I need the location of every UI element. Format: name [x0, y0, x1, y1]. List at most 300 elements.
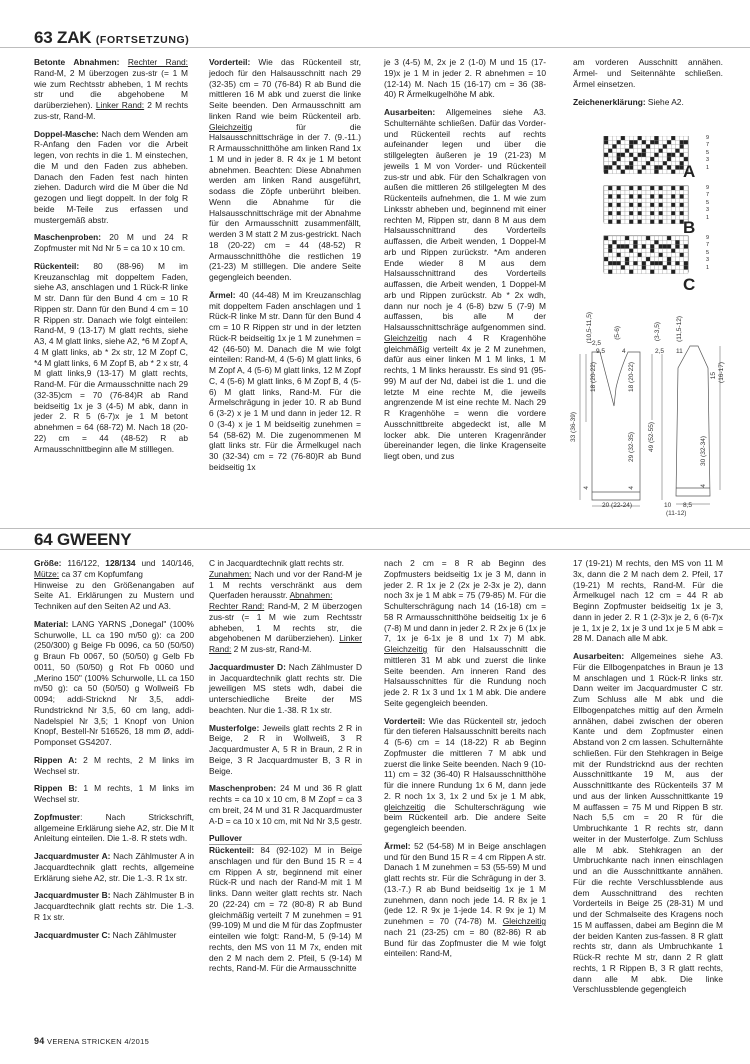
- linker-rand-label: Linker Rand:: [95, 100, 145, 110]
- chart-cell: [617, 194, 621, 198]
- jacD-title: Jacquardmuster D:: [209, 661, 286, 672]
- chart-cell: [671, 261, 675, 265]
- aermel-title: Ärmel:: [209, 289, 236, 300]
- chart-cell: [642, 136, 646, 140]
- chart-cell: [675, 240, 679, 244]
- chart-cell: [684, 186, 688, 190]
- rueckenteil-text: 80 (88-96) M im Kreuzanschlag mit doppeltem Faden, siehe A3, anschlagen und 1 Rück-R linke M str. Dann für den Bund 4 cm = 10 R Rippen str. Dann für den Bund 4 cm = 10 R Rippen str. Danach wie folgt einteilen: Rand-M, 9 (13-17) M glatt rechts, siehe A3, 4 M glatt links, siehe A2, *6 M Zopf A, 4 M glatt links, ab * 2x str, 12 M Zopf C, *4 M glatt links, 6 M Zopf B, ab * 2 x str, 4 M glatt links,9 (13-17) M glatt rechts, Rand-M. Für die Armausschnitte nach 29 (32-35)cm = 70 (76-84)R ab Rand beidseitig 1x je 3 (4-5) M abk, dann in jeder 2. R 5 (6-7)x je 1 M betont abnehmen = 64 (68-72) M. Nach 18 (20-22) cm = 44 (48-52) R ab Armausschnittbeginn alle M stilllegen.: [34, 260, 188, 454]
- vorderteil-title: Vorderteil:: [209, 57, 251, 67]
- chart-cell: [621, 257, 625, 261]
- chart-cell: [650, 186, 654, 190]
- chart-cell: [684, 153, 688, 157]
- hinweise: Hinweise zu den Größenangaben auf Seite A1. Erklärungen zu Mustern und Techniken auf den Seiten A2 und A3.: [34, 579, 194, 611]
- section-subtitle: (FORTSETZUNG): [95, 34, 190, 46]
- chart-cell: [663, 240, 667, 244]
- chart-cell: [654, 199, 658, 203]
- chart-cell: [667, 157, 671, 161]
- chart-cell: [625, 161, 629, 165]
- chart-cell: [621, 165, 625, 169]
- jacA-title: Jacquardmuster A:: [34, 851, 111, 861]
- section1-col1: [34, 57, 188, 461]
- chart-cell: [684, 140, 688, 144]
- chart-cell: [654, 144, 658, 148]
- chart-cell: [675, 257, 679, 261]
- chart-cell: [638, 261, 642, 265]
- chart-cell: [617, 153, 621, 157]
- chart-cell: [667, 236, 671, 240]
- aermel-title: Ärmel:: [384, 840, 411, 851]
- aermel-text: 52 (54-58) M in Beige anschlagen und für den Bund 15 R = 4 cm Rippen A str. Danach 1 M zunehmen = 53 (55-59) M und glatt rechts str. Für die Schrägung in der 3. (13.-7.) R ab Bund beidseitig 1x je 1 M zunehmen, dann noch jede 14. R 8x je 1 (jede 12. R 9x je 1-jede 14. R 9x je 1) M zunehmen = 70 (74-78) M.: [384, 840, 546, 926]
- chart-cell: [650, 144, 654, 148]
- chart-cell: [684, 253, 688, 257]
- chart-cell: [646, 190, 650, 194]
- maschen-text: 20 M und 24 R Zopfmuster mit Nd Nr 5 = ca 10 x 10 cm.: [34, 232, 188, 253]
- chart-cell: [633, 165, 637, 169]
- chart-cell: [659, 136, 663, 140]
- chart-cell: [650, 236, 654, 240]
- chart-cell: [617, 144, 621, 148]
- chart-cell: [604, 236, 608, 240]
- chart-cell: [663, 253, 667, 257]
- chart-cell: [654, 249, 658, 253]
- chart-cell: [675, 249, 679, 253]
- chart-cell: [684, 261, 688, 265]
- chart-cell: [617, 140, 621, 144]
- rueckenteil-title: Rückenteil:: [209, 845, 255, 855]
- chart-cell: [675, 194, 679, 198]
- chart-cell: [650, 153, 654, 157]
- chart-cell: [654, 203, 658, 207]
- chart-cell: [608, 244, 612, 248]
- chart-cell: [608, 161, 612, 165]
- chart-cell: [671, 153, 675, 157]
- chart-cell: [629, 203, 633, 207]
- chart-cell: [654, 240, 658, 244]
- chart-cell: [671, 186, 675, 190]
- chart-cell: [659, 215, 663, 219]
- chart-cell: [663, 244, 667, 248]
- chart-cell: [621, 157, 625, 161]
- chart-cell: [675, 244, 679, 248]
- chart-cell: [617, 211, 621, 215]
- chart-cell: [671, 136, 675, 140]
- chart-cell: [667, 253, 671, 257]
- chart-cell: [650, 170, 654, 174]
- chart-cell: [638, 249, 642, 253]
- chart-cell: [650, 265, 654, 269]
- chart-cell: [675, 261, 679, 265]
- chart-cell: [612, 199, 616, 203]
- dim-label: 20 (22-24): [602, 502, 632, 509]
- chart-cell: [612, 261, 616, 265]
- zopf-text: : Nach Strickschrift, allgemeine Erklärung siehe A2, str. Die M lt Anleitung einteilen. Die 1.-8. R stets wdh.: [34, 811, 194, 844]
- chart-cell: [638, 236, 642, 240]
- chart-cell: [617, 203, 621, 207]
- chart-cell: [629, 170, 633, 174]
- page-footer: [34, 1036, 149, 1046]
- chart-cell: [608, 190, 612, 194]
- chart-cell: [671, 144, 675, 148]
- chart-cell: [612, 215, 616, 219]
- col4-text1: am vorderen Ausschnitt annähen. Ärmel- und Seitennähte schließen. Ärmel einsetzen.: [573, 57, 723, 89]
- ausarbeiten-title: Ausarbeiten:: [384, 107, 436, 117]
- chart-cell: [629, 165, 633, 169]
- vorderteil-text2: die Schulterschrägung wie beim Rückenteil arb. Die andere Seite gegengleich beenden.: [384, 801, 546, 833]
- chart-cell: [612, 240, 616, 244]
- chart-cell: [621, 211, 625, 215]
- chart-cell: [625, 207, 629, 211]
- chart-cell: [612, 194, 616, 198]
- musterfolge-title: Musterfolge:: [209, 722, 260, 733]
- chart-cell: [684, 203, 688, 207]
- chart-cell: [633, 207, 637, 211]
- dim-label: 9,5: [596, 348, 606, 355]
- chart-cell: [654, 194, 658, 198]
- chart-cell: [659, 270, 663, 274]
- chart-cell: [675, 186, 679, 190]
- chart-cell: [621, 253, 625, 257]
- chart-cell: [680, 265, 684, 269]
- chart-cell: [659, 261, 663, 265]
- chart-cell: [646, 149, 650, 153]
- groesse-text2: und 140/146,: [135, 558, 194, 568]
- chart-cell: [684, 211, 688, 215]
- chart-cell: [650, 244, 654, 248]
- chart-cell: [642, 261, 646, 265]
- chart-cell: [684, 149, 688, 153]
- chart-cell: [680, 244, 684, 248]
- rueckenteil-title: Rückenteil:: [34, 260, 80, 271]
- chart-cell: [671, 220, 675, 224]
- chart-cell: [621, 194, 625, 198]
- jacB-text: Nach Zählmuster B in Jacquardtechnik glatt rechts str. Die 1.-3. R 1x str.: [34, 890, 195, 922]
- muetze-label: Mütze:: [34, 568, 60, 579]
- chart-cell: [642, 161, 646, 165]
- chart-cell: [663, 270, 667, 274]
- chart-cell: [621, 207, 625, 211]
- chart-cell: [667, 265, 671, 269]
- chart-cell: [680, 203, 684, 207]
- chart-cell: [654, 190, 658, 194]
- chart-cell: [625, 265, 629, 269]
- page-number: 94: [34, 1036, 45, 1046]
- chart-cell: [629, 207, 633, 211]
- chart-cell: [612, 149, 616, 153]
- chart-cell: [650, 211, 654, 215]
- dim-label: 49 (52-55): [648, 422, 655, 452]
- dim-label: 8,5: [683, 502, 693, 509]
- chart-cell: [650, 194, 654, 198]
- chart-cell: [604, 157, 608, 161]
- chart-cell: [646, 249, 650, 253]
- chart-cell: [654, 140, 658, 144]
- chart-cell: [675, 165, 679, 169]
- chart-cell: [650, 220, 654, 224]
- chart-cell: [680, 207, 684, 211]
- chart-cell: [667, 261, 671, 265]
- chart-cell: [663, 140, 667, 144]
- chart-cell: [617, 261, 621, 265]
- chart-cell: [675, 199, 679, 203]
- chart-cell: [638, 140, 642, 144]
- chart-cell: [625, 240, 629, 244]
- zunahmen-text: Nach und vor der Rand-M je 1 M rechts verschränkt aus dem Querfaden herausstr.: [209, 568, 362, 601]
- chart-cell: [654, 170, 658, 174]
- chart-cell: [675, 215, 679, 219]
- chart-cell: [671, 249, 675, 253]
- chart-cell: [633, 270, 637, 274]
- chart-cell: [625, 144, 629, 148]
- chart-cell: [638, 257, 642, 261]
- chart-cell: [638, 240, 642, 244]
- dim-label: 33 (36-39): [570, 412, 577, 442]
- chart-b-grid: [604, 186, 688, 224]
- chart-cell: [642, 186, 646, 190]
- chart-cell: [608, 257, 612, 261]
- chart-cell: [638, 203, 642, 207]
- abnahmen-text: Rand-M, 2 M überzogen zus-str (= 1 M wie zum Rechtsstr abheben, 1 M rechts str, die abgehobenen M darüberziehen).: [209, 601, 363, 644]
- chart-cell: [667, 257, 671, 261]
- chart-cell: [680, 257, 684, 261]
- maschen-title: Maschenproben:: [209, 783, 277, 794]
- chart-cell: [680, 190, 684, 194]
- chart-cell: [680, 211, 684, 215]
- chart-cell: [621, 240, 625, 244]
- section2-col4: [573, 558, 723, 1002]
- chart-cell: [604, 207, 608, 211]
- chart-cell: [684, 136, 688, 140]
- chart-cell: [650, 199, 654, 203]
- chart-cell: [646, 207, 650, 211]
- chart-cell: [680, 199, 684, 203]
- chart-cell: [642, 144, 646, 148]
- chart-cell: [642, 165, 646, 169]
- section-header-63: [0, 28, 750, 48]
- chart-cell: [604, 149, 608, 153]
- chart-cell: [625, 244, 629, 248]
- chart-cell: [625, 165, 629, 169]
- chart-cell: [675, 140, 679, 144]
- chart-cell: [617, 220, 621, 224]
- abnahmen-text2: 2 M zus-str, Rand-M.: [231, 644, 312, 654]
- chart-cell: [633, 194, 637, 198]
- chart-cell: [621, 153, 625, 157]
- chart-cell: [629, 257, 633, 261]
- chart-cell: [654, 265, 658, 269]
- chart-cell: [671, 236, 675, 240]
- chart-cell: [663, 203, 667, 207]
- chart-cell: [650, 149, 654, 153]
- chart-cell: [659, 194, 663, 198]
- chart-cell: [684, 144, 688, 148]
- chart-cell: [608, 136, 612, 140]
- chart-cell: [650, 257, 654, 261]
- rippenA-text: 2 M rechts, 2 M links im Wechsel str.: [34, 754, 195, 776]
- chart-cell: [659, 190, 663, 194]
- chart-label-b: B: [683, 218, 696, 237]
- chart-cell: [604, 186, 608, 190]
- chart-cell: [650, 136, 654, 140]
- chart-cell: [671, 265, 675, 269]
- chart-cell: [604, 211, 608, 215]
- dim-label: 30 (32-34): [700, 436, 707, 466]
- chart-cell: [667, 207, 671, 211]
- jacD-text: Nach Zählmuster D in Jacquardtechnik glatt rechts str. Die jeweiligen MS stets wdh, dabei die unterschiedliche Breite der MS beachten. Nur die 1.-38. R 1x str.: [209, 661, 363, 715]
- chart-cell: [629, 161, 633, 165]
- rechter-rand-label: Rechter Rand:: [127, 57, 188, 67]
- chart-cell: [667, 190, 671, 194]
- chart-cell: [612, 136, 616, 140]
- chart-cell: [612, 190, 616, 194]
- chart-cell: [608, 170, 612, 174]
- chart-cell: [650, 161, 654, 165]
- dim-label: (16-17): [718, 362, 725, 383]
- chart-cell: [629, 261, 633, 265]
- chart-cell: [633, 199, 637, 203]
- jacB-title: Jacquardmuster B:: [34, 890, 111, 901]
- chart-cell: [612, 220, 616, 224]
- chart-cell: [621, 249, 625, 253]
- chart-cell: [608, 199, 612, 203]
- chart-cell: [604, 136, 608, 140]
- chart-cell: [621, 199, 625, 203]
- chart-cell: [625, 249, 629, 253]
- gleichzeitig-label: gleichzeitig: [384, 801, 426, 812]
- zopf-title: Zopfmuster: [34, 811, 81, 822]
- chart-cell: [612, 257, 616, 261]
- chart-cell: [663, 215, 667, 219]
- chart-cell: [638, 153, 642, 157]
- section2-col1: [34, 558, 194, 947]
- section-title: 63 ZAK: [34, 28, 92, 47]
- chart-cell: [633, 236, 637, 240]
- chart-cell: [671, 165, 675, 169]
- chart-cell: [625, 149, 629, 153]
- chart-cell: [625, 257, 629, 261]
- chart-b-row-numbers: 9 7 5 3 1: [706, 185, 710, 221]
- chart-cell: [633, 257, 637, 261]
- chart-cell: [638, 186, 642, 190]
- doppel-text: Nach dem Wenden am R-Anfang den Faden vor die Arbeit legen, von rechts in die 1. M einstechen, die M und den Faden zus abheben. Danach den Faden fest nach hinten ziehen. Dadurch wird die M über die Nd gezogen und liegt doppelt. In der folg R beide M-Teile zus erfassen und mustergemäß abstr.: [34, 128, 188, 225]
- chart-cell: [608, 153, 612, 157]
- chart-cell: [604, 257, 608, 261]
- chart-cell: [633, 261, 637, 265]
- section1-col3: [384, 57, 546, 469]
- chart-cell: [680, 157, 684, 161]
- rippenA-title: Rippen A:: [34, 754, 78, 765]
- chart-cell: [604, 194, 608, 198]
- chart-cell: [680, 144, 684, 148]
- chart-cell: [608, 249, 612, 253]
- chart-cell: [671, 270, 675, 274]
- chart-cell: [642, 220, 646, 224]
- chart-cell: [659, 257, 663, 261]
- chart-cell: [680, 153, 684, 157]
- chart-cell: [654, 236, 658, 240]
- chart-cell: [629, 220, 633, 224]
- chart-cell: [663, 190, 667, 194]
- chart-cell: [671, 257, 675, 261]
- dim-label: 4: [628, 486, 635, 490]
- chart-cell: [629, 199, 633, 203]
- chart-cell: [650, 190, 654, 194]
- gleichzeitig-label: Gleichzeitig: [384, 332, 428, 343]
- chart-cell: [617, 257, 621, 261]
- section-title: 64 GWEENY: [34, 530, 132, 549]
- chart-cell: [638, 136, 642, 140]
- chart-cell: [625, 170, 629, 174]
- col3-text2: für den Halsausschnitt die mittleren 31 M abk und zuerst die linke Seite beenden. Am inneren Rand des Halsausschnittes für die Rundung noch jede 2. R 1x 3 und 1x 1 M abk. Die andere Seite gegengleich beenden.: [384, 644, 546, 708]
- chart-cell: [654, 253, 658, 257]
- col3-text1: nach 2 cm = 8 R ab Beginn des Zopfmusters beidseitig 1x je 3 M, dann in jeder 2. R 1x je 2 (2x je 2-3x je 2), dann noch 3x je 1 M abk = 75 (79-85) M. Für die Schulterschrägung nach 14 (16-18) cm = 58 R Armausschnitthöhe beidseitig 1x je 6 (7-8) M und dann in jeder 2. R 2x je 6 (1x je 7, 1x je 6-1x je 8 und 1x 7) M abk.: [384, 558, 546, 644]
- chart-cell: [629, 253, 633, 257]
- chart-cell: [617, 149, 621, 153]
- chart-cell: [684, 157, 688, 161]
- chart-cell: [680, 261, 684, 265]
- vorderteil-title: Vorderteil:: [384, 715, 426, 726]
- vorderteil-text: Wie das Rückenteil str, jedoch für den tieferen Halsausschnitt bereits nach 4 (5-6) cm = 14 (18-22) R ab Beginn Zopfmuster die mittleren 7 M abk und zuerst die linke Seite beenden. Nach 9 (10-11) cm = 32 (36-40) R Halsausschnitthöhe für die innere Rundung 1x 6 M, dann jede 2. R noch 1x 3, 1x 2 und 5x je 1 M abk,: [384, 715, 546, 801]
- material-text: LANG YARNS „Donegal" (100% Schurwolle, LL ca 190 m/50 g): ca 200 (250/300) g Beige Fb 0096, ca 50 (50/50) g Braun Fb 0067, 50 (50/50) g Gelb Fb 0011, 50 (50/50) g Rot Fb 0060 und „Merino 150" (100% Schurwolle, LL ca 150 m/50 g): ca 50 (50/50) g Wollweiß Fb 0094; addi-Stricknd Nr 3,5, addi-Rundstricknd Nr 3,5, 60 cm lang, addi-Nadelspiel Nr 3,5; 1 Knopf von Union Knopf, Bestell-Nr 516526, 18 mm Ø, addi-Pomponset GS4207.: [34, 618, 194, 747]
- chart-cell: [633, 149, 637, 153]
- chart-cell: [659, 220, 663, 224]
- chart-cell: [638, 149, 642, 153]
- chart-cell: [663, 170, 667, 174]
- dim-label: (3-3,5): [654, 322, 661, 342]
- chart-cell: [604, 170, 608, 174]
- dim-label: (11,5-12): [676, 316, 683, 342]
- chart-cell: [604, 270, 608, 274]
- chart-cell: [663, 194, 667, 198]
- dim-label: 4: [583, 486, 590, 490]
- chart-cell: [663, 161, 667, 165]
- chart-cell: [667, 244, 671, 248]
- section1-col2: [209, 57, 361, 480]
- chart-cell: [663, 261, 667, 265]
- chart-cell: [617, 186, 621, 190]
- chart-cell: [654, 244, 658, 248]
- chart-cell: [617, 190, 621, 194]
- col2-text1: C in Jacquardtechnik glatt rechts str.: [209, 558, 344, 568]
- chart-cell: [671, 190, 675, 194]
- chart-cell: [617, 253, 621, 257]
- chart-cell: [667, 220, 671, 224]
- maschen-title: Maschenproben:: [34, 232, 102, 243]
- dim-label: (5-6): [614, 326, 621, 340]
- chart-cell: [638, 270, 642, 274]
- chart-cell: [625, 186, 629, 190]
- chart-cell: [675, 170, 679, 174]
- chart-cell: [612, 144, 616, 148]
- chart-cell: [659, 199, 663, 203]
- muetze-text: ca 37 cm Kopfumfang: [59, 568, 143, 579]
- ausarbeiten-text1: Allgemeines siehe A3. Schulternähte schließen. Dafür das Vorder- und Rückenteil rechts auf rechts aufeinander legen und über die stillgelegten äußeren je 19 (21-23) M jeweils 1 M von Vorder- und Rückenteil zus-str und abk. Für den Schalkragen von außen die mittleren 26 stillgelegten M des Rückenteils aufnehmen, die 1. M wie zum Linksstr abheben und, beginnend mit einer rechten M, Rippen str, dann 8 M aus dem Halsausschnittrand des Vorderteils auffassen, die Arbeit wenden, 1 Doppel-M arb und Rippen zurückstr. *Am anderen Ende wieder 8 M aus dem Halsausschnittrand des Vorderteils auffassen, die Arbeit wenden, 1 Doppel-M arb und Rippen zurückstr. Ab * 2x wdh, dann nur noch je 4 (6-8) bzw 5 (7-9) M auffassen, bis alle M der Halsausschnittschräge aufgenommen sind.: [384, 107, 546, 332]
- chart-cell: [638, 244, 642, 248]
- magazine-name: VERENA STRICKEN 4/2015: [47, 1037, 150, 1046]
- chart-cell: [612, 270, 616, 274]
- chart-cell: [621, 170, 625, 174]
- chart-cell: [646, 220, 650, 224]
- chart-cell: [633, 153, 637, 157]
- chart-cell: [621, 161, 625, 165]
- chart-cell: [642, 199, 646, 203]
- chart-cell: [617, 236, 621, 240]
- chart-cell: [633, 136, 637, 140]
- chart-cell: [638, 215, 642, 219]
- chart-cell: [612, 161, 616, 165]
- chart-cell: [612, 186, 616, 190]
- zeichen-title: Zeichenerklärung:: [573, 97, 646, 108]
- chart-cell: [629, 240, 633, 244]
